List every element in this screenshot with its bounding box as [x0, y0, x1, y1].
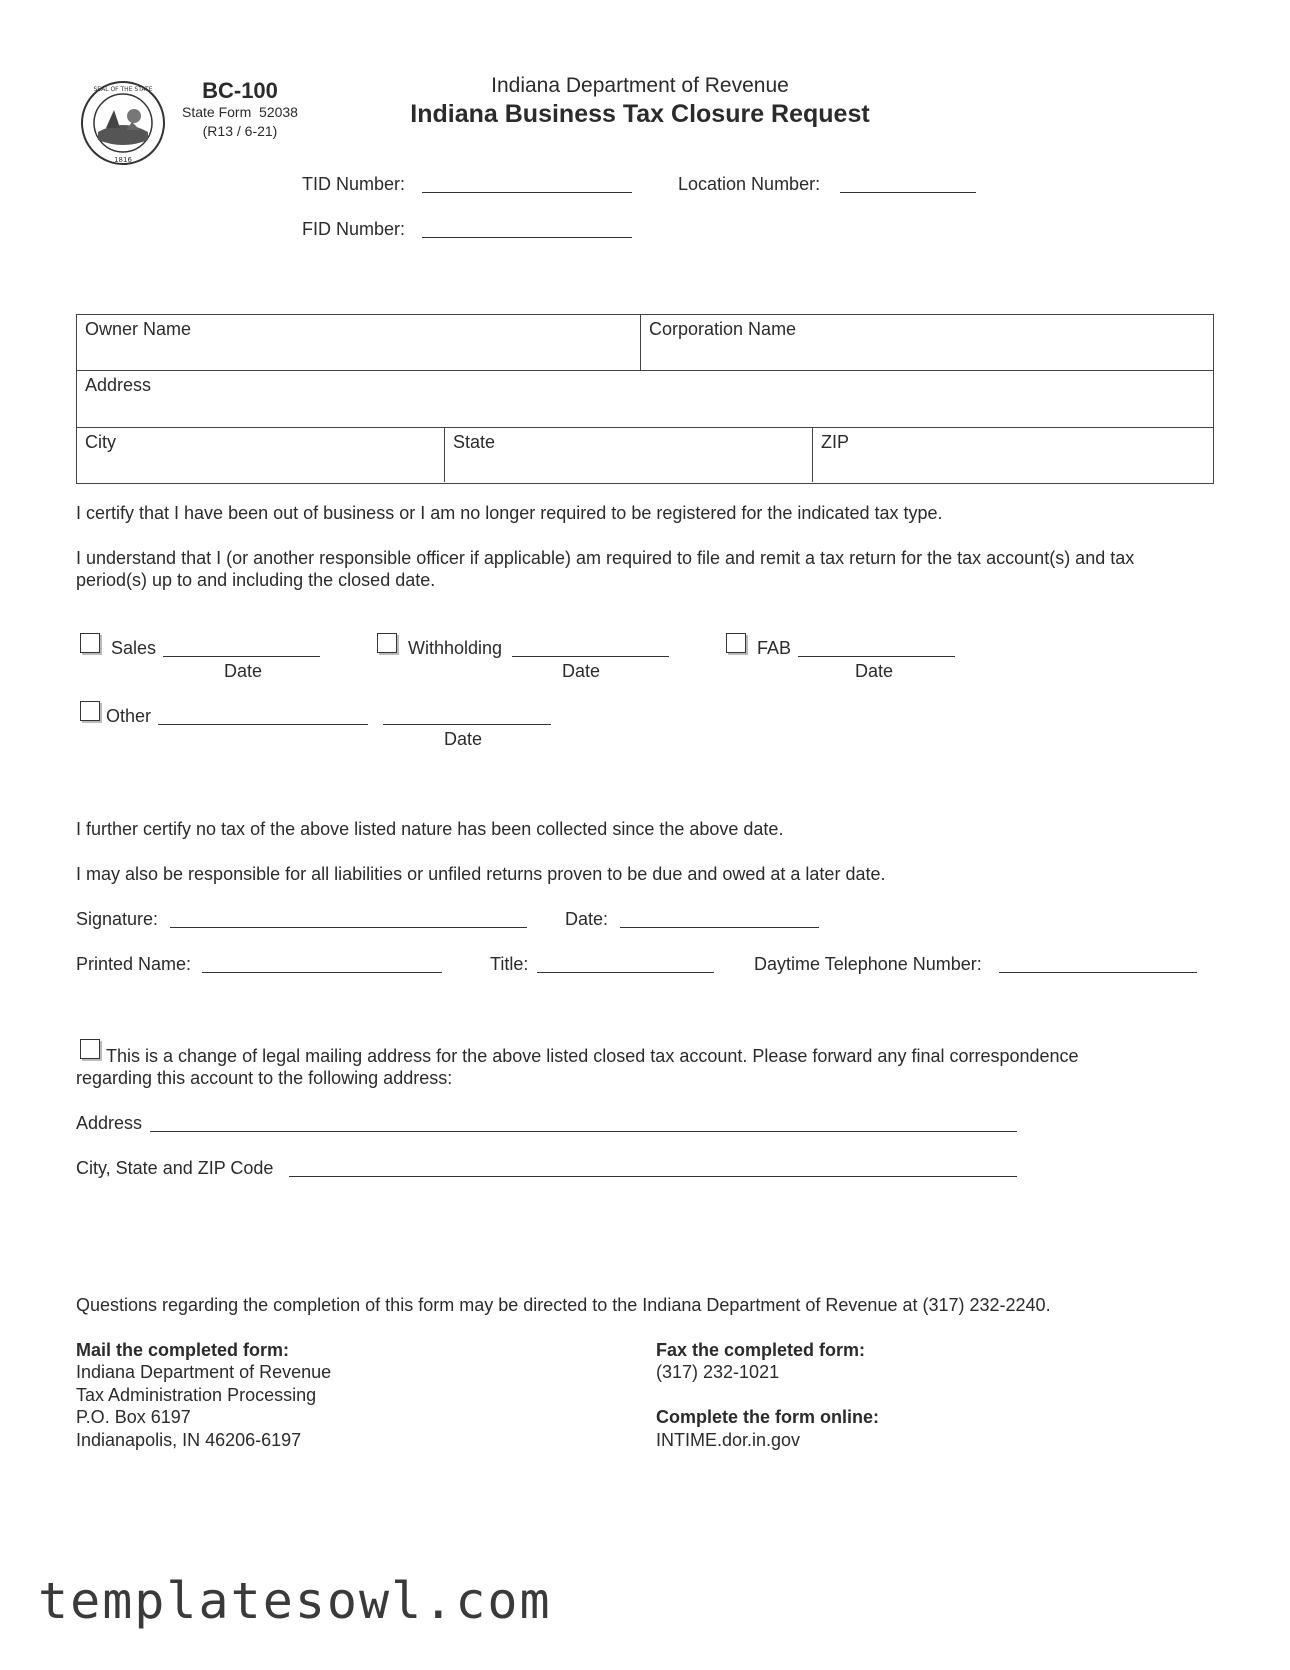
city-cell[interactable]: [77, 428, 445, 482]
address-change-statement-line2: regarding this account to the following address:: [76, 1068, 453, 1088]
other-label: Other: [106, 706, 152, 726]
fid-label: FID Number:: [302, 219, 406, 239]
city-label: City: [85, 432, 116, 452]
sales-label: Sales: [111, 638, 157, 658]
fab-label: FAB: [757, 638, 792, 658]
watermark: templatesowl.com: [38, 1572, 552, 1630]
mail-address-line: P.O. Box 6197: [76, 1407, 191, 1427]
state-label: State: [453, 432, 496, 452]
fab-date-field[interactable]: [798, 656, 955, 657]
further-certify-statement: I further certify no tax of the above listed nature has been collected since the above date.: [76, 819, 784, 839]
understand-statement-line2: period(s) up to and including the closed date.: [76, 570, 436, 590]
page-title: Indiana Business Tax Closure Request: [410, 100, 870, 128]
fax-number: (317) 232-1021: [656, 1362, 780, 1382]
withholding-checkbox[interactable]: [377, 633, 397, 653]
tid-label: TID Number:: [302, 174, 406, 194]
printed-name-field[interactable]: [202, 972, 442, 973]
owner-name-label: Owner Name: [85, 319, 192, 339]
address-label: Address: [85, 375, 152, 395]
printed-name-label: Printed Name:: [76, 954, 192, 974]
signature-date-field[interactable]: [620, 927, 819, 928]
liability-statement: I may also be responsible for all liabilities or unfiled returns proven to be due and owed at a later date.: [76, 864, 886, 884]
location-field[interactable]: [840, 192, 976, 193]
svg-text:SEAL OF THE STATE: SEAL OF THE STATE: [93, 86, 153, 93]
questions-statement: Questions regarding the completion of this form may be directed to the Indiana Department of Revenue at (317) 232-2240.: [76, 1295, 1051, 1315]
fid-field[interactable]: [422, 237, 632, 238]
fab-checkbox[interactable]: [726, 633, 746, 653]
state-seal: [80, 80, 166, 166]
mail-address-line: Indianapolis, IN 46206-6197: [76, 1430, 302, 1450]
svg-text:1816: 1816: [114, 156, 132, 164]
address-change-checkbox[interactable]: [80, 1039, 100, 1059]
tid-field[interactable]: [422, 192, 632, 193]
owner-name-cell[interactable]: [77, 315, 641, 371]
certify-statement: I certify that I have been out of business or I am no longer required to be registered for the indicated tax type.: [76, 503, 943, 523]
zip-cell[interactable]: [813, 428, 1213, 482]
other-date-field[interactable]: [383, 724, 551, 725]
new-address-field[interactable]: [150, 1131, 1017, 1132]
signature-field[interactable]: [170, 927, 527, 928]
location-label: Location Number:: [678, 174, 821, 194]
new-city-state-zip-field[interactable]: [289, 1176, 1017, 1177]
mail-heading: Mail the completed form:: [76, 1340, 290, 1360]
other-date-label: Date: [443, 729, 483, 749]
phone-field[interactable]: [999, 972, 1197, 973]
withholding-label: Withholding: [408, 638, 503, 658]
corporation-name-label: Corporation Name: [649, 319, 797, 339]
taxpayer-info-table: [76, 314, 1214, 484]
signature-date-label: Date:: [565, 909, 609, 929]
title-label: Title:: [490, 954, 529, 974]
sales-date-field[interactable]: [163, 656, 320, 657]
title-field[interactable]: [537, 972, 714, 973]
address-cell[interactable]: [77, 371, 1213, 428]
other-checkbox[interactable]: [80, 701, 100, 721]
new-address-label: Address: [76, 1113, 143, 1133]
mail-address-line: Tax Administration Processing: [76, 1385, 317, 1405]
fax-heading: Fax the completed form:: [656, 1340, 866, 1360]
new-city-state-zip-label: City, State and ZIP Code: [76, 1158, 274, 1178]
signature-label: Signature:: [76, 909, 159, 929]
sales-date-label: Date: [223, 661, 263, 681]
state-cell[interactable]: [445, 428, 813, 482]
online-heading: Complete the form online:: [656, 1407, 880, 1427]
online-url[interactable]: INTIME.dor.in.gov: [656, 1430, 801, 1450]
form-code: BC-100: [202, 78, 278, 103]
department-name: Indiana Department of Revenue: [491, 74, 789, 97]
corporation-name-cell[interactable]: [641, 315, 1213, 371]
form-revision: (R13 / 6-21): [202, 123, 278, 139]
withholding-date-label: Date: [561, 661, 601, 681]
withholding-date-field[interactable]: [512, 656, 669, 657]
zip-label: ZIP: [821, 432, 850, 452]
sales-checkbox[interactable]: [80, 633, 100, 653]
state-form-number: State Form 52038: [182, 104, 298, 120]
address-change-statement-line1: This is a change of legal mailing address for the above listed closed tax account. Please forward any final correspondence: [106, 1046, 1079, 1066]
other-description-field[interactable]: [158, 724, 368, 725]
understand-statement-line1: I understand that I (or another responsible officer if applicable) am required to file and remit a tax return for the tax account(s) and tax: [76, 548, 1135, 568]
fab-date-label: Date: [854, 661, 894, 681]
phone-label: Daytime Telephone Number:: [754, 954, 982, 974]
mail-address-line: Indiana Department of Revenue: [76, 1362, 332, 1382]
